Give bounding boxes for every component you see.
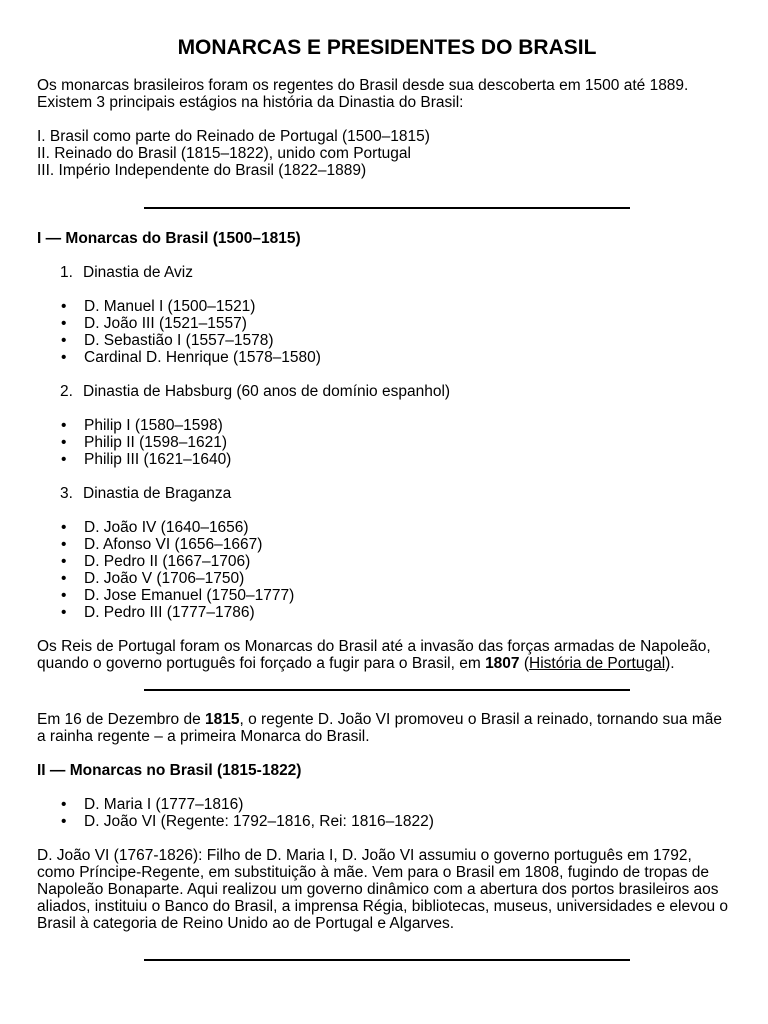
monarch-name: D. João III (1521–1557) [84,315,247,332]
text-run: ( [519,655,530,672]
list-item [37,536,737,553]
bullet-icon: • [61,796,67,813]
dynasty-item [37,485,737,502]
list-item [37,349,737,366]
monarch-name: Philip III (1621–1640) [84,451,232,468]
list-item [37,332,737,349]
list-number: 3. [60,485,73,502]
dynasty-item [37,264,737,281]
body-paragraph-line: D. João VI (1767-1826): Filho de D. Maria I, D. João VI assumiu o governo português em 1792, [37,847,692,864]
body-paragraph-line: aliados, instituiu o Banco do Brasil, a imprensa Régia, bibliotecas, museus, universidades e elevou o [37,898,728,915]
list-item [37,519,737,536]
historia-de-portugal-link[interactable]: História de Portugal [529,655,666,672]
bullet-icon: • [61,298,67,315]
closing-paragraph-line: Os Reis de Portugal foram os Monarcas do Brasil até a invasão das forças armadas de Napoleão, [37,638,711,655]
body-paragraph-line: como Príncipe-Regente, em substituição à mãe. Vem para o Brasil em 1808, fugindo de tropas de [37,864,710,881]
dynasty-name: Dinastia de Aviz [83,264,193,281]
list-item [37,451,737,468]
monarch-name: D. Manuel I (1500–1521) [84,298,256,315]
section-heading: I — Monarcas do Brasil (1500–1815) [37,230,301,247]
closing-paragraph-line [37,655,737,672]
bullet-icon: • [61,570,67,587]
bullet-icon: • [61,332,67,349]
bullet-icon: • [61,315,67,332]
monarch-name: D. João IV (1640–1656) [84,519,249,536]
dynasty-name: Dinastia de Braganza [83,485,232,502]
stage-line: III. Império Independente do Brasil (1822–1889) [37,162,367,179]
bullet-icon: • [61,604,67,621]
list-item [37,417,737,434]
monarch-list [37,298,737,366]
list-item [37,434,737,451]
transition-paragraph-line [37,711,737,728]
list-item [37,604,737,621]
body-paragraph-line: Napoleão Bonaparte. Aqui realizou um governo dinâmico com a abertura dos portos brasileiros aos [37,881,719,898]
list-item [37,587,737,604]
monarch-name: D. Jose Emanuel (1750–1777) [84,587,295,604]
bullet-icon: • [61,451,67,468]
document-page [37,36,737,961]
bullet-icon: • [61,536,67,553]
monarch-name: D. João V (1706–1750) [84,570,245,587]
page-title: MONARCAS E PRESIDENTES DO BRASIL [177,36,597,59]
year-highlight: 1807 [485,655,520,672]
dynasty-name: Dinastia de Habsburg (60 anos de domínio espanhol) [83,383,451,400]
monarch-list [37,417,737,468]
list-item [37,298,737,315]
monarch-name: Philip I (1580–1598) [84,417,223,434]
dynasty-item [37,383,737,400]
monarch-name: D. Afonso VI (1656–1667) [84,536,263,553]
stage-line: I. Brasil como parte do Reinado de Portugal (1500–1815) [37,128,430,145]
monarch-list [37,796,737,830]
monarch-name: D. Maria I (1777–1816) [84,796,244,813]
stage-line: II. Reinado do Brasil (1815–1822), unido com Portugal [37,145,411,162]
bullet-icon: • [61,813,67,830]
bullet-icon: • [61,349,67,366]
list-number: 2. [60,383,73,400]
intro-line: Os monarcas brasileiros foram os regentes do Brasil desde sua descoberta em 1500 até 1889. [37,77,689,94]
section-divider [144,959,630,961]
monarch-name: Cardinal D. Henrique (1578–1580) [84,349,321,366]
intro-line: Existem 3 principais estágios na história da Dinastia do Brasil: [37,94,464,111]
monarch-name: Philip II (1598–1621) [84,434,228,451]
section-heading: II — Monarcas no Brasil (1815-1822) [37,762,302,779]
transition-paragraph-line: a rainha regente – a primeira Monarca do Brasil. [37,728,370,745]
monarch-name: D. Sebastião I (1557–1578) [84,332,274,349]
bullet-icon: • [61,434,67,451]
list-item [37,796,737,813]
year-highlight: 1815 [205,711,240,728]
bullet-icon: • [61,417,67,434]
list-item [37,315,737,332]
text-run: Em 16 de Dezembro de [37,711,206,728]
monarch-name: D. João VI (Regente: 1792–1816, Rei: 1816–1822) [84,813,434,830]
monarch-name: D. Pedro III (1777–1786) [84,604,255,621]
text-run: quando o governo português foi forçado a fugir para o Brasil, em [37,655,486,672]
body-paragraph-line: Brasil à categoria de Reino Unido ao de Portugal e Algarves. [37,915,455,932]
bullet-icon: • [61,587,67,604]
text-run: , o regente D. João VI promoveu o Brasil a reinado, tornando sua mãe [239,711,723,728]
text-run: ). [665,655,675,672]
bullet-icon: • [61,553,67,570]
monarch-name: D. Pedro II (1667–1706) [84,553,251,570]
monarch-list [37,519,737,621]
bullet-icon: • [61,519,67,536]
list-number: 1. [60,264,73,281]
list-item [37,553,737,570]
list-item [37,813,737,830]
list-item [37,570,737,587]
